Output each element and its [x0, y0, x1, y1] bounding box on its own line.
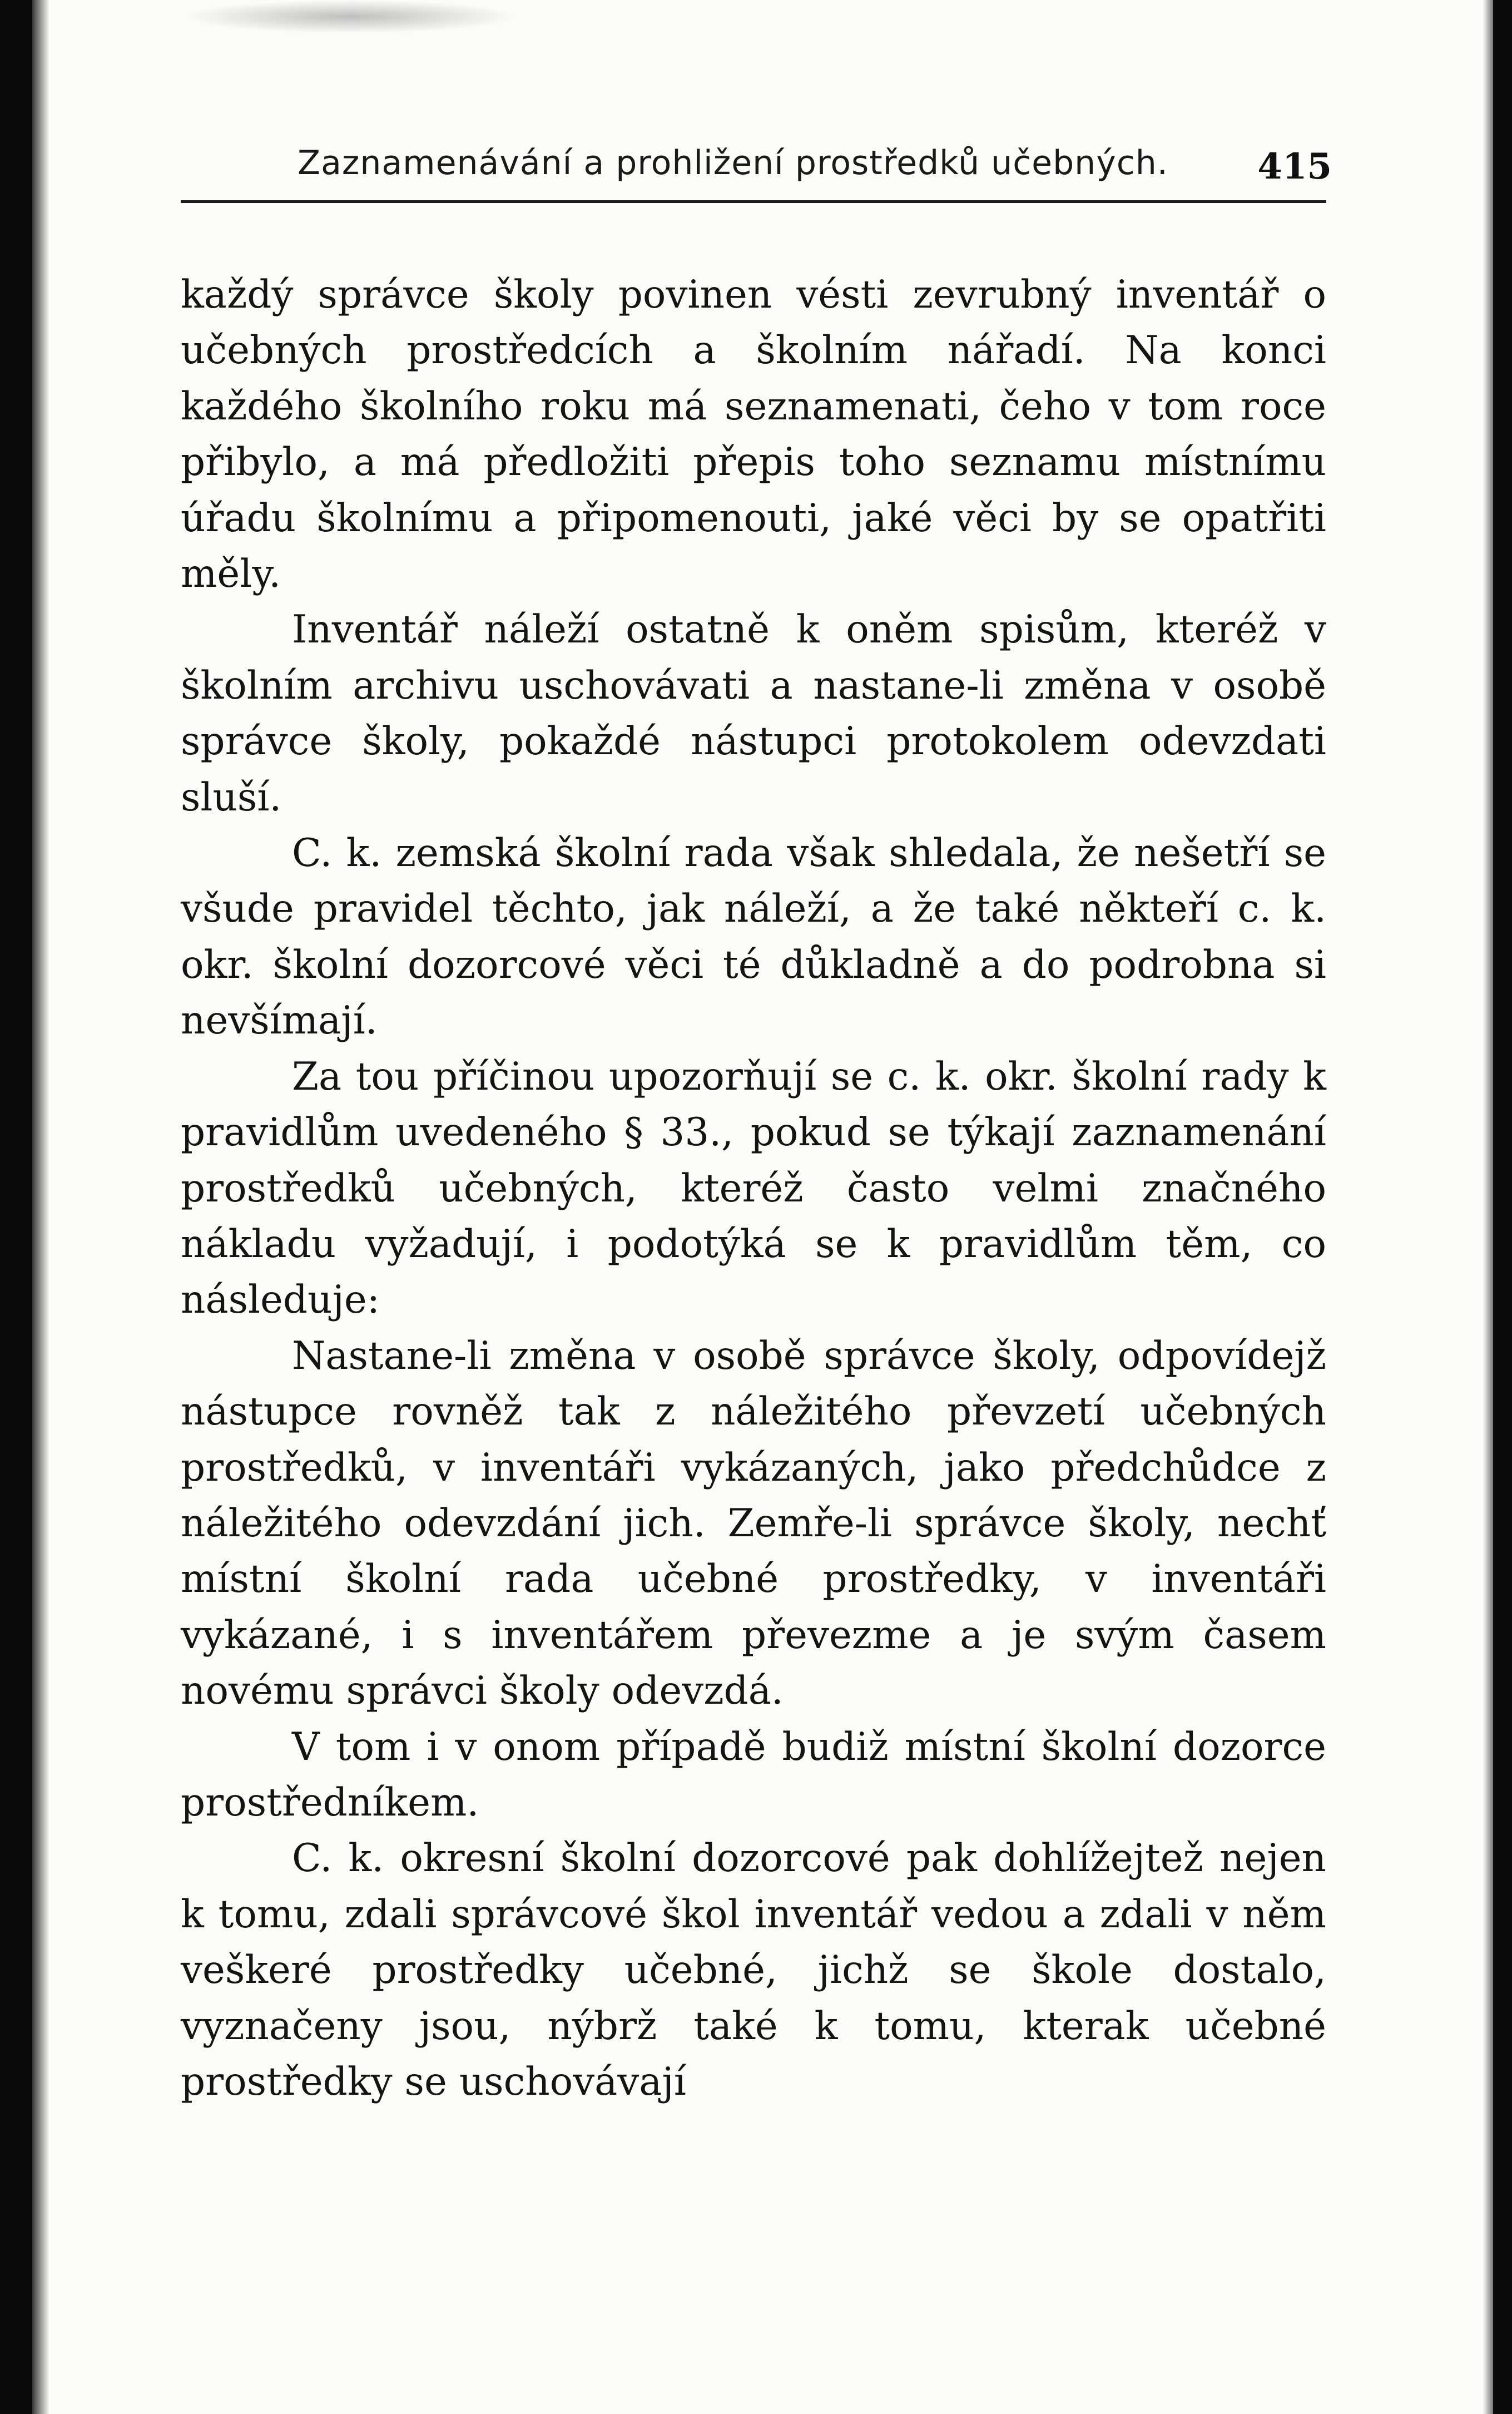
- paragraph-4: Za tou příčinou upozorňují se c. k. okr. školní rady k pravidlům uvedeného § 33., pokud se týkají zaznamenání prostředků učebných, kteréž často velmi značného nákladu vyžadují, i podotýká se k pravidlům těm, co následuje:: [181, 1054, 1326, 1323]
- paragraph-2: Inventář náleží ostatně k oněm spisům, kteréž v školním archivu uschovávati a nastane-li změna v osobě správce školy, pokaždé nástupci protokolem odevzdati sluší.: [181, 607, 1326, 820]
- book-page: [181, 133, 1332, 2104]
- header-rule: [181, 200, 1326, 203]
- right-gutter-shadow: [1483, 0, 1493, 2414]
- paragraph-6: V tom i v onom případě budiž místní školní dozorce prostředníkem.: [181, 1724, 1326, 1825]
- body-text: [181, 267, 1326, 2110]
- paragraph-5: Nastane-li změna v osobě správce školy, odpovídejž nástupce rovněž tak z náležitého převzetí učebných prostředků, v inventáři vykázaných, jako předchůdce z náležitého odevzdání jich. Zemře-li správce školy, nechť místní školní rada učebné prostředky, v inventáři vykázané, i s inventářem převezme a je svým časem novému správci školy odevzdá.: [181, 1333, 1326, 1714]
- left-gutter-shadow: [32, 0, 49, 2414]
- left-binding-edge: [0, 0, 32, 2414]
- right-binding-edge: [1493, 0, 1512, 2414]
- running-title: Zaznamenávání a prohližení prostředků učebných.: [298, 144, 1168, 182]
- paragraph-7: C. k. okresní školní dozorcové pak dohlížejtež nejen k tomu, zdali správcové škol inventář vedou a zdali v něm veškeré prostředky učebné, jichž se škole dostalo, vyznačeny jsou, nýbrž také k tomu, kterak učebné prostředky se uschovávají: [181, 1836, 1326, 2104]
- page-number: 415: [1257, 146, 1332, 187]
- paragraph-3: C. k. zemská školní rada však shledala, že nešetří se všude pravidel těchto, jak náleží, a že také někteří c. k. okr. školní dozorcové věci té důkladně a do podrobna si nevšímají.: [181, 831, 1326, 1043]
- top-smudge: [184, 0, 517, 33]
- page-header: [181, 133, 1332, 195]
- paragraph-1: každý správce školy povinen vésti zevrubný inventář o učebných prostředcích a školním nářadí. Na konci každého školního roku má seznamenati, čeho v tom roce přibylo, a má předložiti přepis toho seznamu místnímu úřadu školnímu a připomenouti, jaké věci by se opatřiti měly.: [181, 273, 1326, 597]
